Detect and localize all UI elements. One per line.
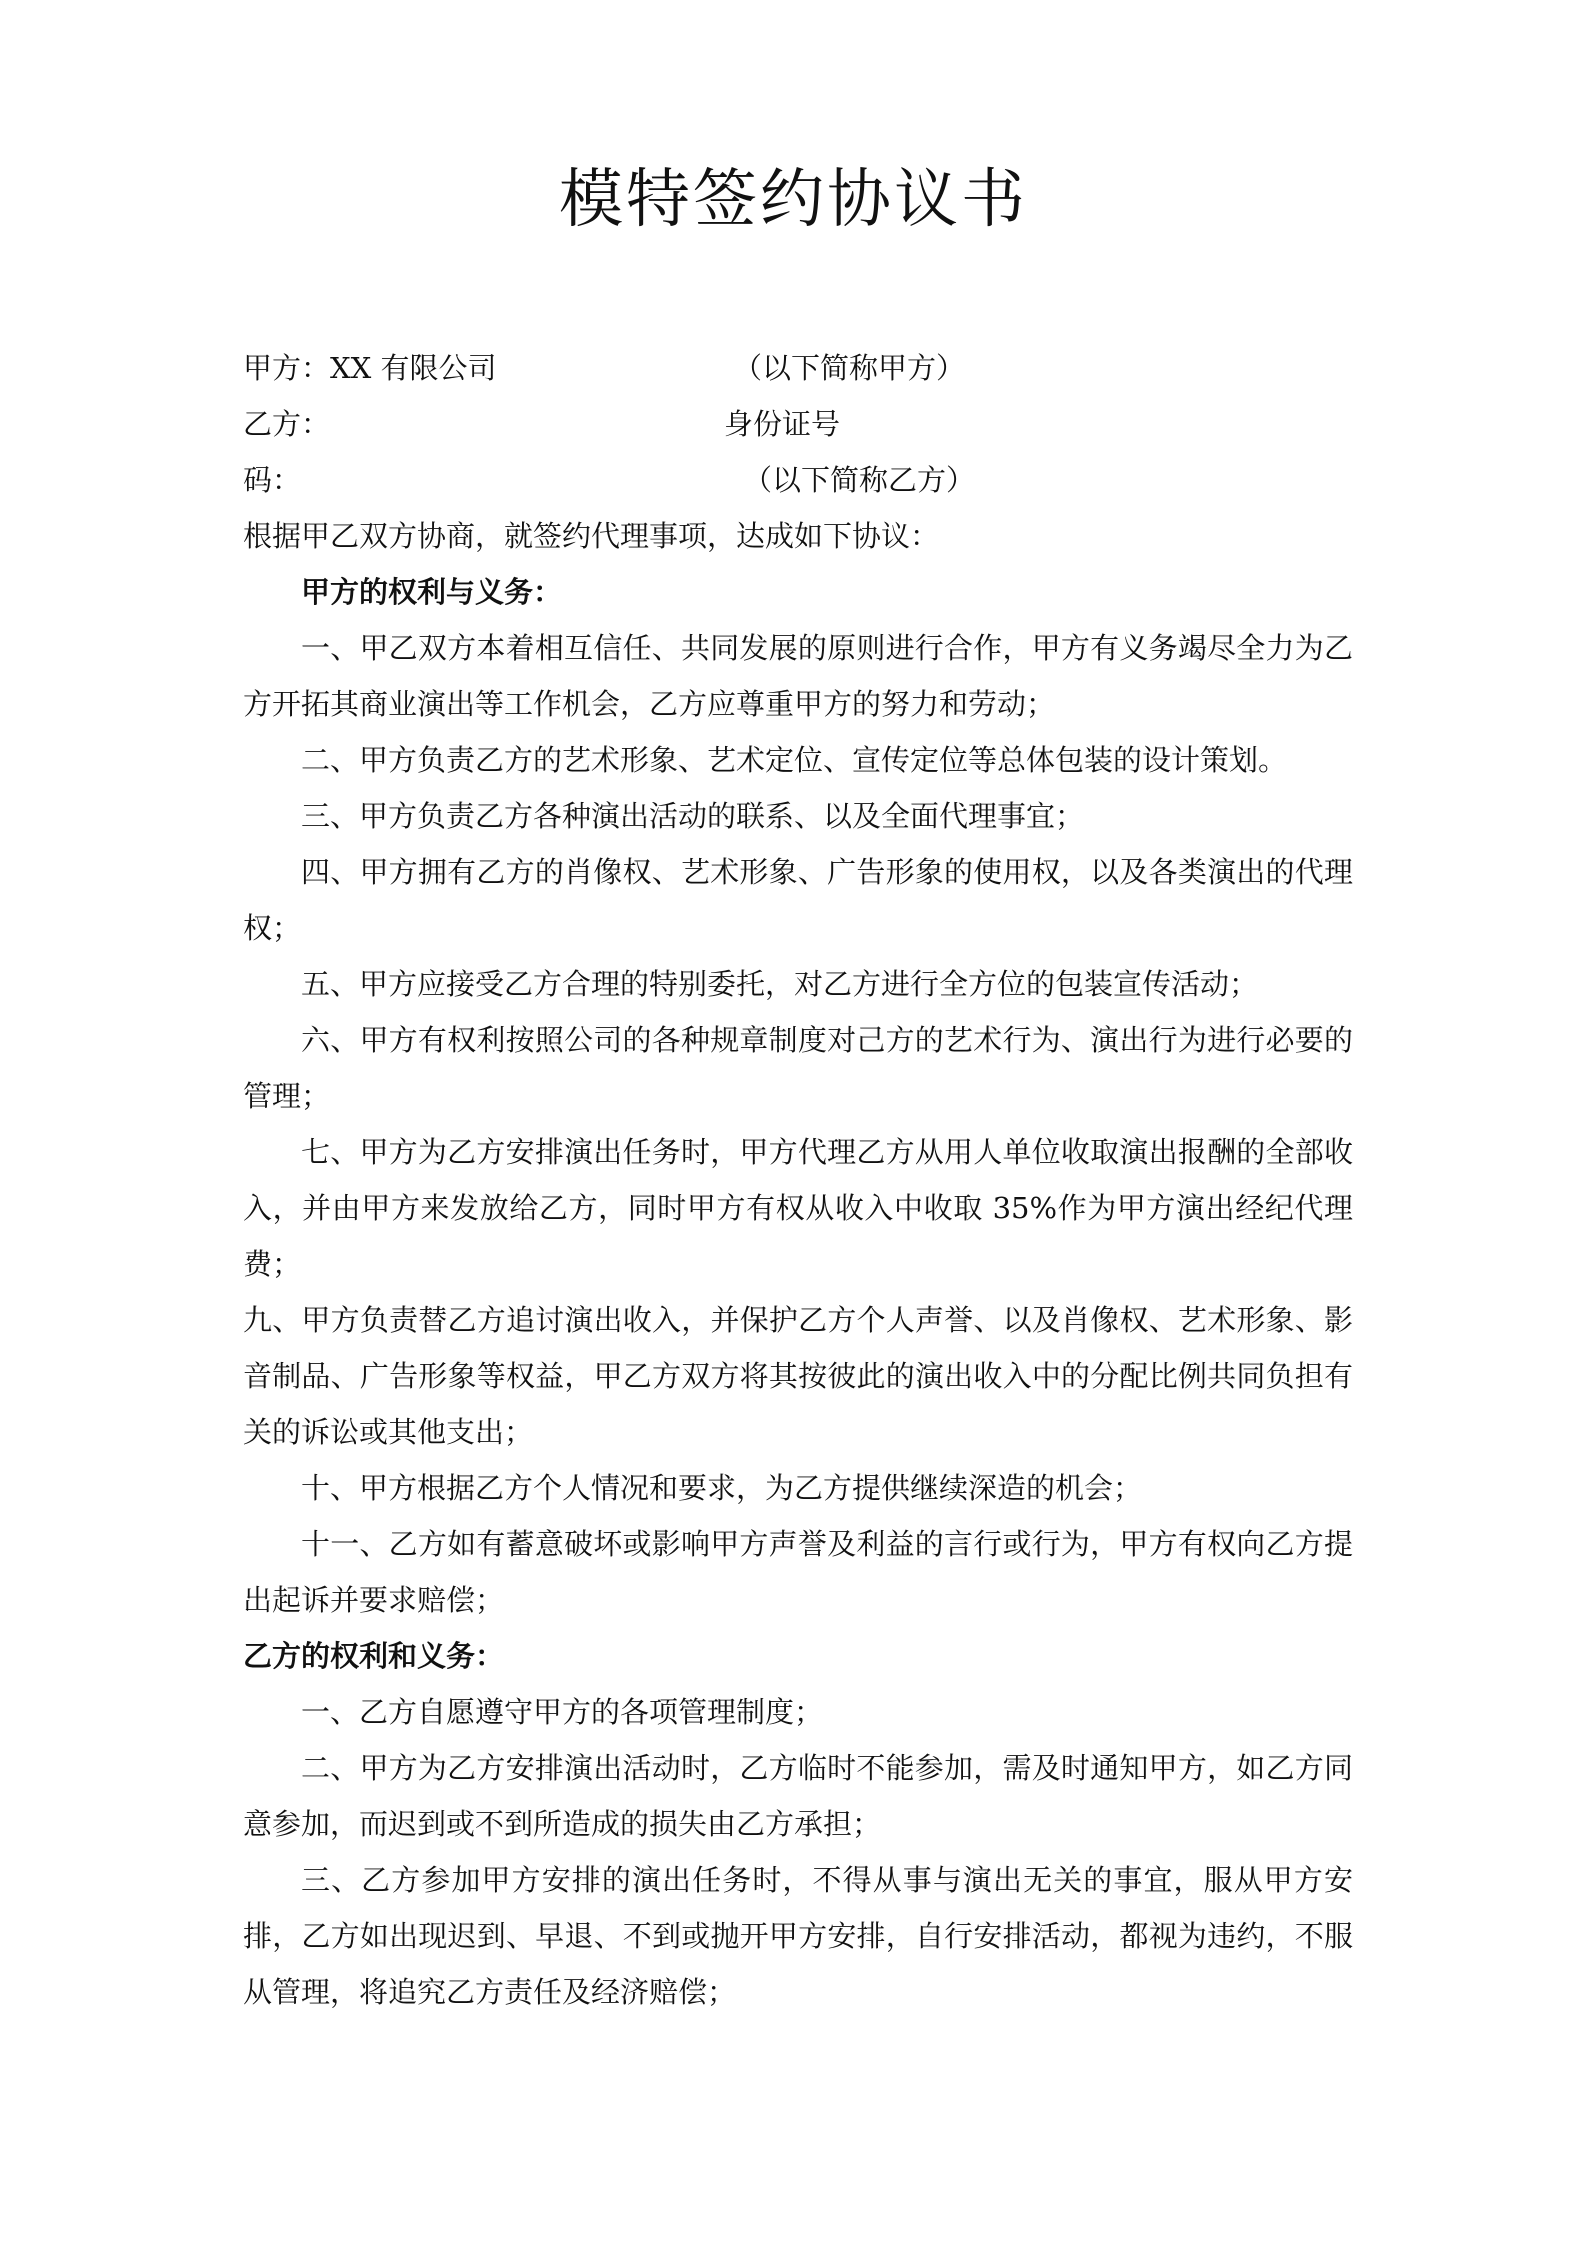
party-a-abbr: （以下简称甲方） [733, 351, 966, 385]
party-b-id-line [243, 452, 1353, 508]
section-a-heading: 甲方的权利与义务： [301, 575, 563, 609]
section-a-item-6: 六、甲方有权利按照公司的各种规章制度对己方的艺术行为、演出行为进行必要的管理； [243, 1023, 1353, 1113]
section-a-item-2: 二、甲方负责乙方的艺术形象、艺术定位、宣传定位等总体包装的设计策划。 [301, 743, 1288, 777]
section-b-heading: 乙方的权利和义务： [243, 1639, 505, 1673]
section-a-item-3: 三、甲方负责乙方各种演出活动的联系、以及全面代理事宜； [301, 799, 1085, 833]
party-b-line [243, 396, 1353, 452]
party-b-id-label: 身份证号 [724, 407, 841, 441]
document-title: 模特签约协议书 [559, 163, 1028, 237]
party-a-line [243, 340, 1353, 396]
document-body [243, 340, 1353, 2020]
section-a-item-1: 一、甲乙双方本着相互信任、共同发展的原则进行合作，甲方有义务竭尽全力为乙方开拓其商业演出等工作机会，乙方应尊重甲方的努力和劳动； [243, 631, 1353, 721]
section-a-item-10: 十、甲方根据乙方个人情况和要求，为乙方提供继续深造的机会； [301, 1471, 1143, 1505]
party-a-label: 甲方：XX 有限公司 [243, 351, 497, 385]
party-b-abbr: （以下简称乙方） [743, 463, 976, 497]
party-b-label: 乙方： [243, 407, 331, 441]
intro-paragraph: 根据甲乙双方协商，就签约代理事项，达成如下协议： [243, 519, 940, 553]
section-a-item-9: 九、甲方负责替乙方追讨演出收入，并保护乙方个人声誉、以及肖像权、艺术形象、影音制品、广告形象等权益，甲乙方双方将其按彼此的演出收入中的分配比例共同负担有关的诉讼或其他支出； [243, 1303, 1353, 1449]
section-a-item-4: 四、甲方拥有乙方的肖像权、艺术形象、广告形象的使用权，以及各类演出的代理权； [243, 855, 1353, 945]
party-b-id-cont: 码： [243, 463, 302, 497]
section-a-item-7: 七、甲方为乙方安排演出任务时，甲方代理乙方从用人单位收取演出报酬的全部收入，并由甲方来发放给乙方，同时甲方有权从收入中收取 35%作为甲方演出经纪代理费； [243, 1135, 1353, 1281]
section-b-item-3: 三、乙方参加甲方安排的演出任务时，不得从事与演出无关的事宜，服从甲方安排，乙方如出现迟到、早退、不到或抛开甲方安排，自行安排活动，都视为违约，不服从管理，将追究乙方责任及经济赔偿； [243, 1863, 1353, 2009]
section-b-item-2: 二、甲方为乙方安排演出活动时，乙方临时不能参加，需及时通知甲方，如乙方同意参加，而迟到或不到所造成的损失由乙方承担； [243, 1751, 1353, 1841]
section-a-item-5: 五、甲方应接受乙方合理的特别委托，对乙方进行全方位的包装宣传活动； [301, 967, 1259, 1001]
section-b-item-1: 一、乙方自愿遵守甲方的各项管理制度； [301, 1695, 824, 1729]
section-a-item-11: 十一、乙方如有蓄意破坏或影响甲方声誉及利益的言行或行为，甲方有权向乙方提出起诉并要求赔偿； [243, 1527, 1353, 1617]
